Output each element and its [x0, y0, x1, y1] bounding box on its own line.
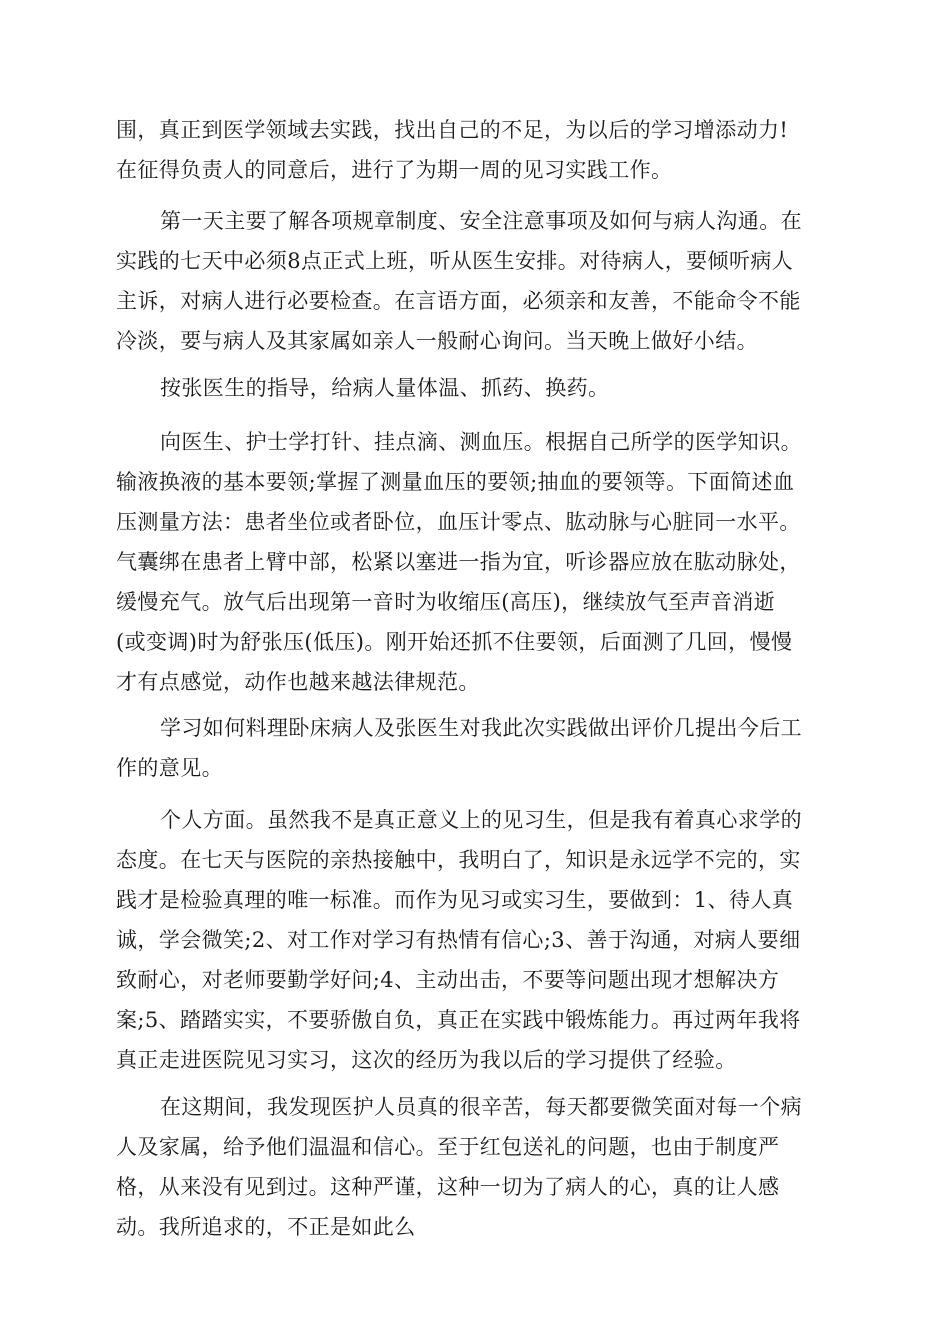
text-line: 围，真正到医学领域去实践，找出自己的不足，为以后的学习增添动力!: [116, 118, 789, 142]
paragraph-4: [116, 422, 838, 702]
text-line: 致耐心，对老师要勤学好问;4、主动出击，不要等问题出现才想解决方: [116, 968, 780, 992]
paragraph-2: [116, 201, 838, 361]
text-line: 学习如何料理卧床病人及张医生对我此次实践做出评价几提出今后工: [160, 716, 802, 740]
text-line: 动。我所追求的，不正是如此么: [116, 1215, 416, 1239]
text-line: 输液换液的基本要领;掌握了测量血压的要领;抽血的要领等。下面简述血: [116, 470, 795, 494]
text-line: 缓慢充气。放气后出现第一音时为收缩压(高压)，继续放气至声音消逝: [116, 590, 776, 614]
text-line: 个人方面。虽然我不是真正意义上的见习生，但是我有着真心求学的: [160, 808, 802, 832]
text-line: 压测量方法：患者坐位或者卧位，血压计零点、肱动脉与心脏同一水平。: [116, 510, 801, 534]
text-line: 真正走进医院见习实习，这次的经历为我以后的学习提供了经验。: [116, 1048, 737, 1072]
text-line: 实践的七天中必须8点正式上班，听从医生安排。对待病人，要倾听病人: [116, 249, 794, 273]
text-line: 按张医生的指导，给病人量体温、抓药、换药。: [160, 376, 610, 400]
text-line: 第一天主要了解各项规章制度、安全注意事项及如何与病人沟通。在: [160, 209, 802, 233]
paragraph-5: [116, 708, 838, 788]
text-line: 格，从来没有见到过。这种严谨，这种一切为了病人的心，真的让人感: [116, 1175, 780, 1199]
paragraph-7: [116, 1087, 838, 1247]
text-line: 案;5、踏踏实实，不要骄傲自负，真正在实践中锻炼能力。再过两年我将: [116, 1008, 801, 1032]
text-line: 才有点感觉，动作也越来越法律规范。: [116, 670, 480, 694]
text-line: 态度。在七天与医院的亲热接触中，我明白了，知识是永远学不完的，实: [116, 848, 801, 872]
text-line: 诚，学会微笑;2、对工作对学习有热情有信心;3、善于沟通，对病人要细: [116, 928, 801, 952]
text-line: 践才是检验真理的唯一标准。而作为见习或实习生，要做到：1、待人真: [116, 888, 794, 912]
text-line: 冷淡，要与病人及其家属如亲人一般耐心询问。当天晚上做好小结。: [116, 329, 758, 353]
paragraph-3: [116, 368, 838, 408]
text-line: 在征得负责人的同意后，进行了为期一周的见习实践工作。: [116, 158, 673, 182]
text-line: 气囊绑在患者上臂中部，松紧以塞进一指为宜，听诊器应放在肱动脉处，: [116, 550, 801, 574]
paragraph-1: [116, 110, 838, 190]
text-line: 向医生、护士学打针、挂点滴、测血压。根据自己所学的医学知识。: [160, 430, 802, 454]
text-line: 作的意见。: [116, 756, 223, 780]
text-line: 人及家属，给予他们温温和信心。至于红包送礼的问题，也由于制度严: [116, 1135, 780, 1159]
text-line: (或变调)时为舒张压(低压)。刚开始还抓不住要领，后面测了几回，慢慢: [116, 630, 793, 654]
text-line: 主诉，对病人进行必要检查。在言语方面，必须亲和友善，不能命令不能: [116, 289, 801, 313]
text-line: 在这期间，我发现医护人员真的很辛苦，每天都要微笑面对每一个病: [160, 1095, 802, 1119]
paragraph-6: [116, 800, 838, 1080]
